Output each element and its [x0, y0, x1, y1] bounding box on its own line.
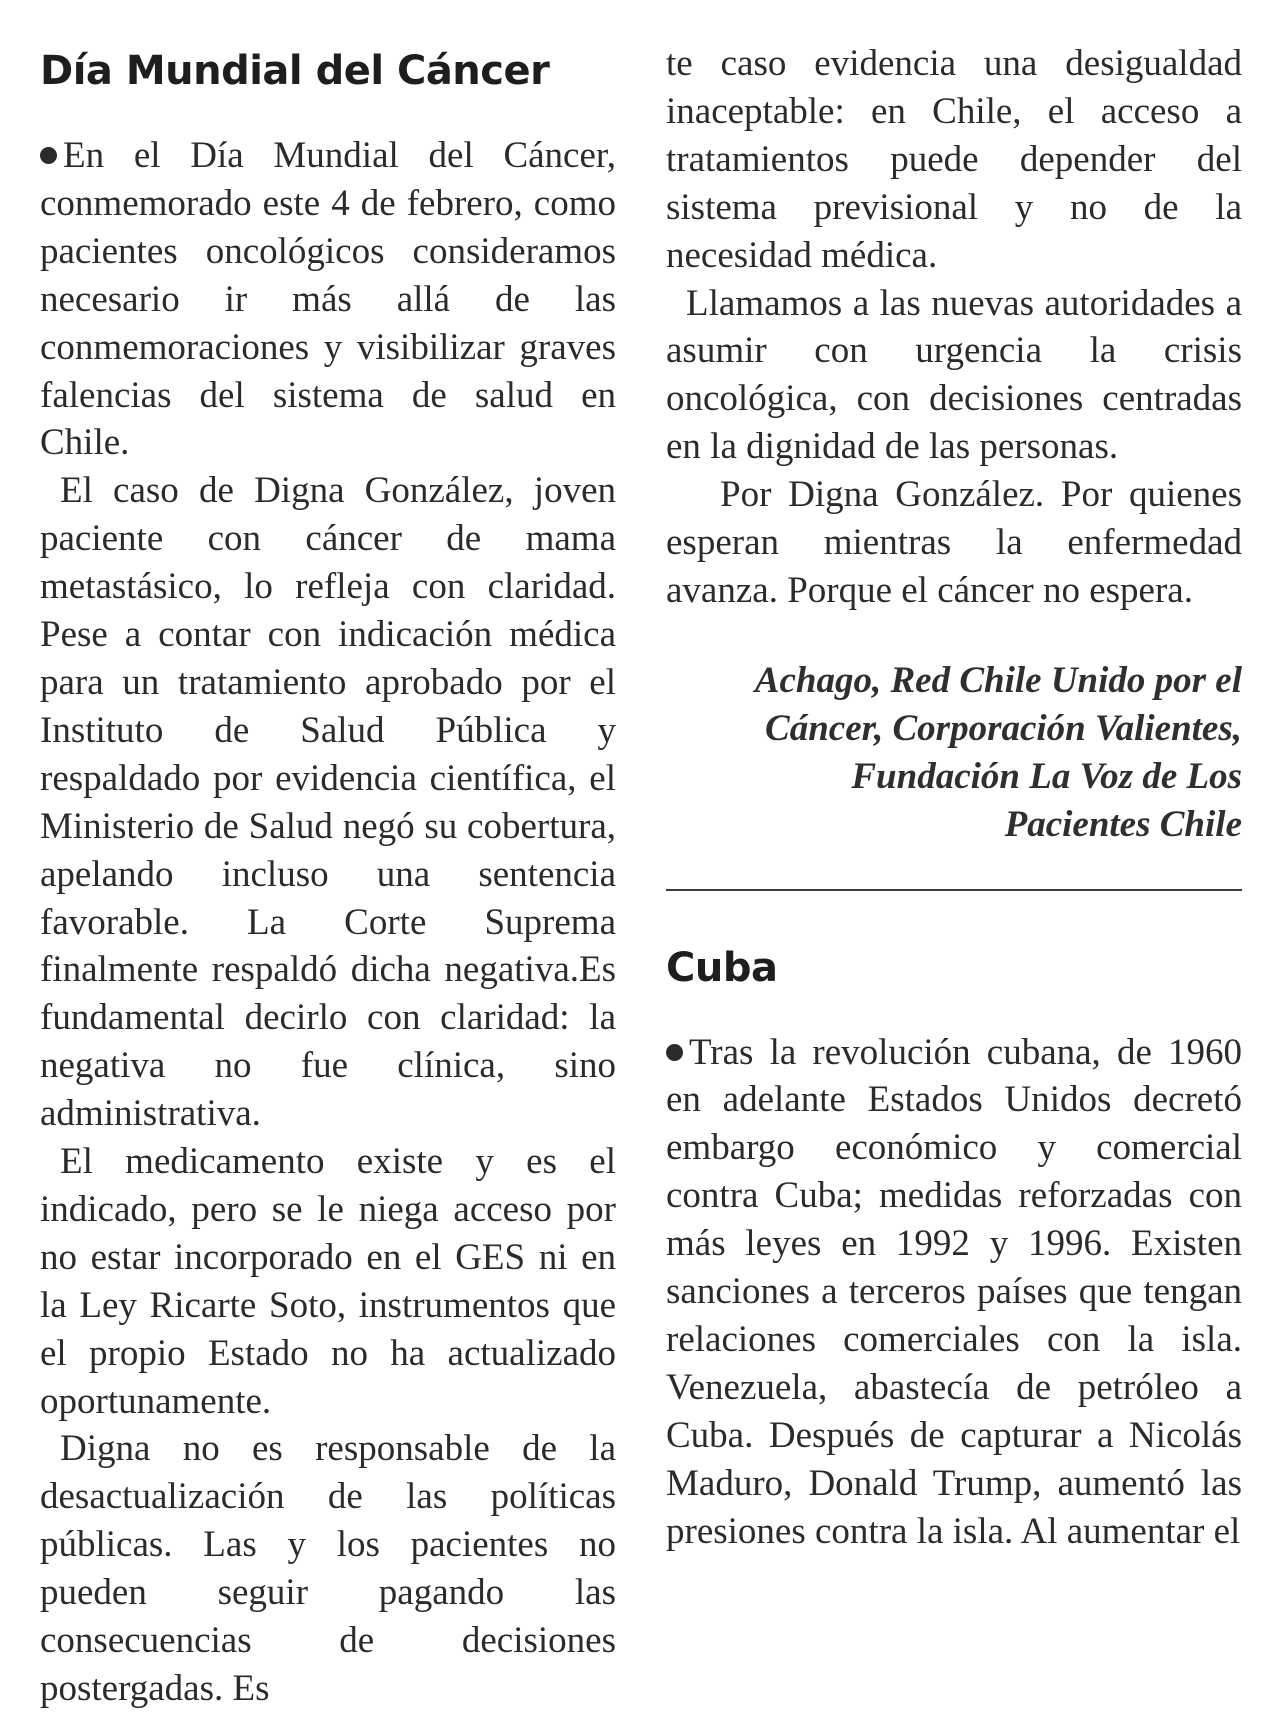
signature-line: Cáncer, Corporación Valientes, [765, 707, 1242, 749]
signature-line: Achago, Red Chile Unido por el [754, 659, 1242, 701]
signature-line: Fundación La Voz de Los [851, 755, 1242, 797]
article-paragraph: En el Día Mundial del Cáncer, conmemorado este 4 de febrero, como pacientes oncológicos consideramos necesario ir más allá de las conmemoraciones y visibilizar graves falencias del sistema de salud en Chile. [40, 135, 616, 464]
bullet-icon [40, 147, 57, 164]
article-closing: Por Digna González. Por quienes esperan mientras la enfermedad avanza. Porque el cáncer no espera. [666, 474, 1242, 611]
signature [666, 657, 1242, 849]
bullet-icon [666, 1044, 683, 1061]
signature-line: Pacientes Chile [1004, 803, 1242, 845]
article-paragraph: Llamamos a las nuevas autoridades a asumir con urgencia la crisis oncológica, con decisiones centradas en la dignidad de las personas. [666, 282, 1242, 468]
article-paragraph: El medicamento existe y es el indicado, pero se le niega acceso por no estar incorporado en el GES ni en la Ley Ricarte Soto, instrumentos que el propio Estado no ha actualizado oportunamente. [40, 1141, 616, 1422]
article-headline-cuba: Cuba [666, 944, 778, 991]
article-headline-cancer: Día Mundial del Cáncer [40, 48, 550, 94]
article-paragraph-part-1: Digna no es responsable de la desactualización de las políticas públicas. Las y los pacientes no pueden seguir pagando las consecuencias de decisiones postergadas. Es [40, 1428, 616, 1709]
left-column [40, 40, 616, 1713]
article-paragraph: Tras la revolución cubana, de 1960 en adelante Estados Unidos decretó embargo económico y comercial contra Cuba; medidas reforzadas con más leyes en 1992 y 1996. Existen sanciones a terceros países que tengan relaciones comerciales con la isla. Venezuela, abastecía de petróleo a Cuba. Después de capturar a Nicolás Maduro, Donald Trump, aumentó las presiones contra la isla. Al aumentar el [666, 1031, 1242, 1552]
right-column [666, 40, 1242, 1555]
article-paragraph-part-2: te caso evidencia una desigualdad inaceptable: en Chile, el acceso a tratamientos puede depender del sistema previsional y no de la necesidad médica. [666, 43, 1242, 276]
article-paragraph: El caso de Digna González, joven paciente con cáncer de mama metastásico, lo refleja con claridad. Pese a contar con indicación médica para un tratamiento aprobado por el Instituto de Salud Pública y respaldado por evidencia científica, el Ministerio de Salud negó su cobertura, apelando incluso una sentencia favorable. La Corte Suprema finalmente respaldó dicha negativa.Es fundamental decirlo con claridad: la negativa no fue clínica, sino administrativa. [40, 470, 616, 1135]
section-divider [666, 889, 1242, 891]
